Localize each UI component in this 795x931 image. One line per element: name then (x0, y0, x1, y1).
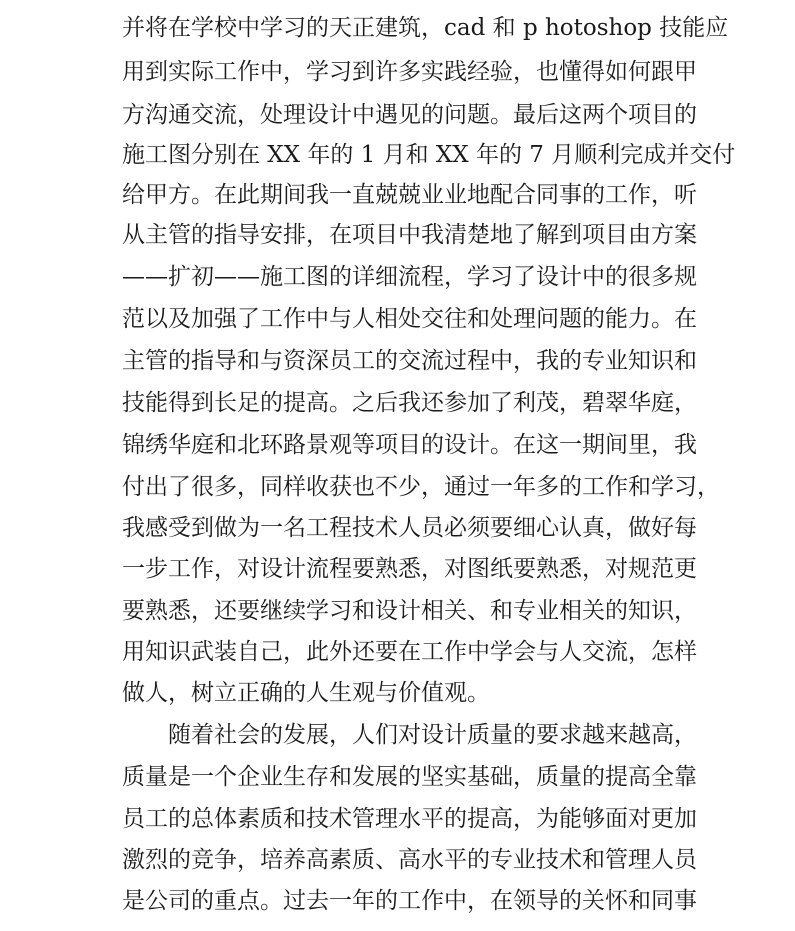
text-line: 施工图分别在 XX 年的 1 月和 XX 年的 7 月顺利完成并交付 (122, 142, 736, 168)
text-line: 我感受到做为一名工程技术人员必须要细心认真，做好每 (122, 515, 697, 541)
text-line: 做人，树立正确的人生观与价值观。 (122, 680, 490, 706)
text-line: 从主管的指导安排，在项目中我清楚地了解到项目由方案 (122, 222, 697, 248)
text-line: 用到实际工作中，学习到许多实践经验，也懂得如何跟甲 (122, 59, 697, 85)
text-line: 一步工作，对设计流程要熟悉，对图纸要熟悉，对规范更 (122, 556, 697, 582)
text-line: 是公司的重点。过去一年的工作中，在领导的关怀和同事 (122, 888, 697, 914)
text-line: 质量是一个企业生存和发展的坚实基础，质量的提高全靠 (122, 764, 697, 790)
text-line: 并将在学校中学习的天正建筑，cad 和 p hotoshop 技能应 (122, 15, 729, 41)
text-line: 激烈的竞争，培养高素质、高水平的专业技术和管理人员 (122, 847, 697, 873)
text-line: 员工的总体素质和技术管理水平的提高，为能够面对更加 (122, 806, 697, 832)
text-line: 范以及加强了工作中与人相处交往和处理问题的能力。在 (122, 306, 697, 332)
text-line: 技能得到长足的提高。之后我还参加了利茂，碧翠华庭， (122, 390, 697, 416)
text-line: 用知识武装自己，此外还要在工作中学会与人交流，怎样 (122, 639, 697, 665)
text-line: 要熟悉，还要继续学习和设计相关、和专业相关的知识， (122, 598, 697, 624)
text-line: 方沟通交流，处理设计中遇见的问题。最后这两个项目的 (122, 102, 697, 128)
text-line: ——扩初——施工图的详细流程，学习了设计中的很多规 (122, 264, 697, 290)
text-line: 主管的指导和与资深员工的交流过程中，我的专业知识和 (122, 348, 697, 374)
text-line: 锦绣华庭和北环路景观等项目的设计。在这一期间里，我 (122, 432, 697, 458)
text-line: 付出了很多，同样收获也不少，通过一年多的工作和学习， (122, 474, 720, 500)
text-line: 随着社会的发展，人们对设计质量的要求越来越高， (168, 722, 697, 748)
text-line: 给甲方。在此期间我一直兢兢业业地配合同事的工作，听 (122, 182, 697, 208)
